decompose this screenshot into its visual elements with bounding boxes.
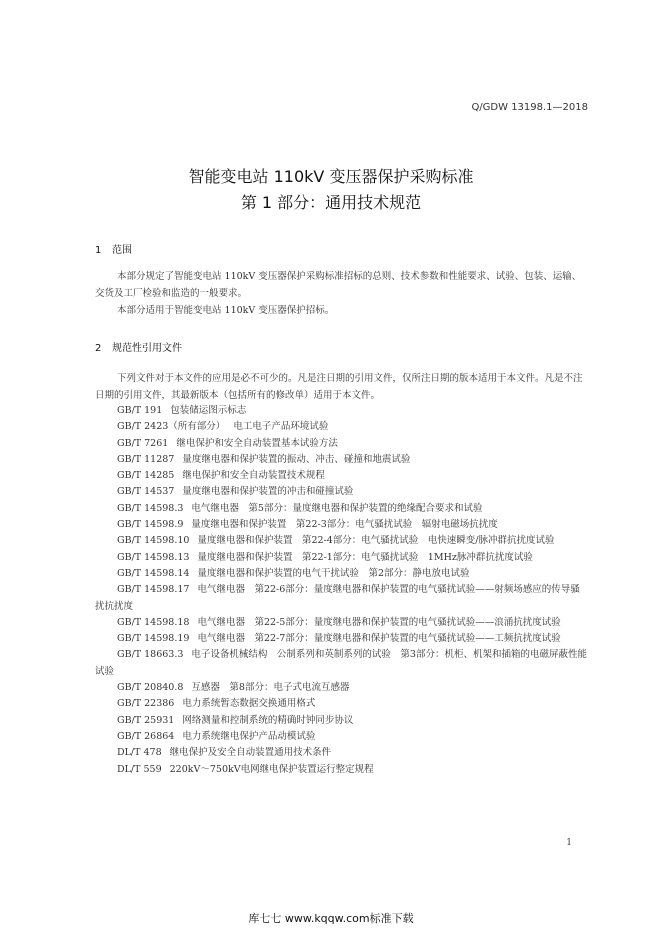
reference-code: GB/T 20840.8 xyxy=(117,682,184,694)
reference-code: GB/T 11287 xyxy=(117,453,175,465)
reference-item xyxy=(95,631,588,647)
reference-code: GB/T 14598.18 xyxy=(117,616,190,628)
reference-item xyxy=(95,615,588,631)
reference-item xyxy=(95,762,588,778)
reference-item xyxy=(95,517,588,533)
reference-code: GB/T 18663.3 xyxy=(117,649,184,661)
reference-code: GB/T 14598.19 xyxy=(117,633,190,645)
reference-list xyxy=(95,403,588,778)
reference-code: GB/T 22386 xyxy=(117,698,175,710)
reference-title: 电气继电器 第22-6部分：量度继电器和保护装置的电气骚扰试验——射频场感应的传导骚扰抗扰度 xyxy=(95,584,580,612)
reference-title: 电工电子产品环境试验 xyxy=(233,421,329,433)
reference-code: DL/T 478 xyxy=(117,747,162,759)
section-2-intro: 下列文件对于本文件的应用是必不可少的。凡是注日期的引用文件，仅所注日期的版本适用于本文件。凡是不注日期的引用文件，其最新版本（包括所有的修改单）适用于本文件。 xyxy=(95,373,583,401)
reference-code: GB/T 26864 xyxy=(117,730,175,742)
section-2-number: 2 xyxy=(95,343,102,354)
section-2-title: 规范性引用文件 xyxy=(112,343,182,354)
reference-title: 互感器 第8部分：电子式电流互感器 xyxy=(191,682,350,694)
reference-item xyxy=(95,729,588,745)
section-1-paragraph: 本部分适用于智能变电站 110kV 变压器保护招标。 xyxy=(117,305,335,316)
section-2-heading xyxy=(95,339,182,354)
reference-code: GB/T 191 xyxy=(117,405,163,416)
reference-item xyxy=(95,713,588,729)
reference-title: 电力系统继电保护产品动模试验 xyxy=(182,730,316,742)
reference-item xyxy=(95,696,588,712)
reference-item xyxy=(95,566,588,582)
reference-title: 量度继电器和保护装置 第22-1部分：电气骚扰试验 1MHz脉冲群抗扰度试验 xyxy=(197,551,533,563)
reference-code: GB/T 14598.13 xyxy=(117,551,190,563)
reference-code: GB/T 14598.9 xyxy=(117,519,184,531)
reference-code: GB/T 14598.3 xyxy=(117,502,184,514)
reference-title: 量度继电器和保护装置 第22-4部分：电气骚扰试验 电快速瞬变/脉冲群抗扰度试验 xyxy=(197,535,555,547)
reference-item xyxy=(95,484,588,500)
reference-item xyxy=(95,468,588,484)
reference-title: 电气继电器 第5部分：量度继电器和保护装置的绝缘配合要求和试验 xyxy=(191,502,483,514)
reference-title: 电子设备机械结构 公制系列和英制系列的试验 第3部分：机柜、机架和插箱的电磁屏蔽性能试验 xyxy=(95,649,587,677)
reference-item xyxy=(95,647,588,680)
reference-code: GB/T 14598.17 xyxy=(117,584,190,596)
reference-title: 继电保护和安全自动装置技术规程 xyxy=(182,470,325,482)
reference-item xyxy=(95,501,588,517)
reference-title: 量度继电器和保护装置 第22-3部分：电气骚扰试验 辐射电磁场抗扰度 xyxy=(191,519,498,531)
reference-title: 包装储运图示标志 xyxy=(170,405,247,416)
section-1-number: 1 xyxy=(95,245,102,256)
reference-title: 电力系统暂态数据交换通用格式 xyxy=(182,698,316,710)
section-1-title: 范围 xyxy=(112,245,132,256)
reference-item xyxy=(95,403,588,419)
reference-code: DL/T 559 xyxy=(117,763,162,775)
reference-code: GB/T 25931 xyxy=(117,714,175,726)
reference-item xyxy=(95,582,588,615)
reference-code: GB/T 14598.14 xyxy=(117,567,190,579)
reference-item xyxy=(95,452,588,468)
reference-title: 电气继电器 第22-5部分：量度继电器和保护装置的电气骚扰试验——浪涌抗扰度试验 xyxy=(197,616,561,628)
reference-item xyxy=(95,436,588,452)
section-1-paragraph: 本部分规定了智能变电站 110kV 变压器保护采购标准招标的总则、技术参数和性能要求、试验、包装、运输、交货及工厂检验和监造的一般要求。 xyxy=(95,271,582,299)
reference-title: 量度继电器和保护装置的振动、冲击、碰撞和地震试验 xyxy=(182,453,411,465)
document-code: Q/GDW 13198.1—2018 xyxy=(471,102,588,113)
reference-code: GB/T 14598.10 xyxy=(117,535,190,547)
section-1-heading xyxy=(95,241,132,256)
reference-item xyxy=(95,680,588,696)
reference-code: GB/T 7261 xyxy=(117,437,169,449)
document-subtitle: 第 1 部分：通用技术规范 xyxy=(240,193,422,212)
reference-title: 电气继电器 第22-7部分：量度继电器和保护装置的电气骚扰试验——工频抗扰度试验 xyxy=(197,633,561,645)
reference-code: GB/T 14537 xyxy=(117,486,175,498)
reference-title: 继电保护和安全自动装置基本试验方法 xyxy=(176,437,338,449)
reference-title: 220kV～750kV电网继电保护装置运行整定规程 xyxy=(169,763,374,775)
reference-item xyxy=(95,745,588,761)
document-title: 智能变电站 110kV 变压器保护采购标准 xyxy=(188,167,474,186)
reference-title: 量度继电器和保护装置的冲击和碰撞试验 xyxy=(182,486,354,498)
reference-item xyxy=(95,533,588,549)
footer-watermark: 库七七 www.kqqw.com标准下载 xyxy=(248,912,414,925)
reference-code: GB/T 2423（所有部分） xyxy=(117,421,226,433)
reference-title: 量度继电器和保护装置的电气干扰试验 第2部分：静电放电试验 xyxy=(197,567,470,579)
reference-item xyxy=(95,550,588,566)
reference-title: 继电保护及安全自动装置通用技术条件 xyxy=(169,747,332,759)
reference-item xyxy=(95,419,588,435)
page-number: 1 xyxy=(566,838,572,848)
reference-code: GB/T 14285 xyxy=(117,470,175,482)
reference-title: 网络测量和控制系统的精确时钟同步协议 xyxy=(182,714,354,726)
